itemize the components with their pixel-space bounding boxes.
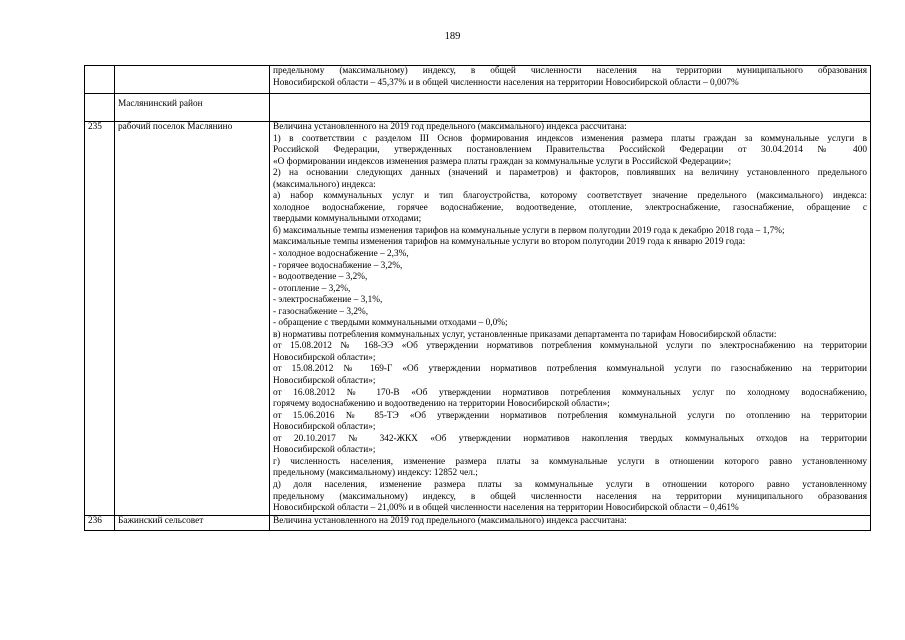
text-line: от 15.06.2016 № 85-ТЭ «Об утверждении нормативов потребления коммунальной услуги по отоплению на территории [273, 410, 867, 421]
row-number-cell: 236 [85, 515, 115, 530]
description-lines [273, 516, 867, 528]
text-line: 1) в соответствии с разделом III Основ формирования индексов изменения размера платы граждан за коммунальные услуги в [273, 133, 867, 144]
text-line: Новосибирской области»; [273, 422, 376, 433]
text-line: Новосибирской области – 45,37% и в общей численности населения на территории Новосибирской области – 0,007% [273, 77, 739, 88]
table-row-continuation [85, 66, 871, 94]
text-line: от 15.08.2012 № 169-Г «Об утверждении нормативов потребления коммунальной услуги по газоснабжению на территории [273, 364, 867, 375]
text-line: 2) на основании следующих данных (значений и параметров) и факторов, повлиявших на величину установленного предельного [273, 168, 867, 179]
description-cell [270, 66, 871, 94]
text-line: Величина установленного на 2019 год предельного (максимального) индекса рассчитана: [273, 122, 627, 132]
page-number: 189 [444, 31, 461, 42]
text-line: от 20.10.2017 № 342-ЖКХ «Об утверждении нормативов накопления твердых коммунальных отходов на территории [273, 433, 867, 444]
municipality-cell: рабочий поселок Маслянино [115, 122, 270, 516]
text-line: д) доля населения, изменение размера платы за коммунальные услуги в отношении которого равно установленному [273, 479, 867, 490]
text-line: - горячее водоснабжение – 3,2%, [273, 260, 403, 271]
text-line: Российской Федерации, утвержденных постановлением Правительства Российской Федерации от 30.04.2014 № 400 [273, 145, 867, 156]
description-lines [273, 122, 867, 515]
description-cell [270, 94, 871, 122]
text-line: горячему водоснабжению и водоотведению на территории Новосибирской области»; [273, 399, 610, 410]
table-row-district-header [85, 94, 871, 122]
row-number-cell [85, 66, 115, 94]
text-line: «О формировании индексов изменения размера платы граждан за коммунальные услуги в Российской Федерации»; [273, 156, 732, 167]
text-line: - газоснабжение – 3,2%, [273, 306, 369, 317]
text-line: предельному (максимальному) индексу, в общей численности населения на территории муниципального образования [273, 66, 867, 76]
municipality-cell: Бажинский сельсовет [115, 515, 270, 530]
municipality-cell [115, 66, 270, 94]
text-line: от 15.08.2012 № 168-ЭЭ «Об утверждении нормативов потребления коммунальной услуги по электроснабжению на территории [273, 341, 867, 352]
row-number-cell [85, 94, 115, 122]
text-line: от 16.08.2012 № 170-В «Об утверждении нормативов потребления коммунальных услуг по холодному водоснабжению, [273, 387, 867, 398]
row-number-cell: 235 [85, 122, 115, 516]
text-line: холодное водоснабжение, горячее водоснабжение, водоотведение, отопление, электроснабжение, газоснабжение, обращение с [273, 202, 867, 213]
table-row-235 [85, 122, 871, 516]
text-line: (максимального) индекса: [273, 179, 376, 190]
text-line: предельному (максимальному) индексу, в общей численности населения на территории муниципального образования [273, 491, 867, 502]
description-cell [270, 122, 871, 516]
text-line: - обращение с твердыми коммунальными отходами – 0,0%; [273, 318, 508, 329]
description-lines [273, 66, 867, 89]
text-line: в) нормативы потребления коммунальных услуг, установленные приказами департамента по тарифам Новосибирской области: [273, 329, 777, 340]
text-line: твердыми коммунальными отходами; [273, 214, 422, 225]
text-line: Новосибирской области»; [273, 352, 376, 363]
text-line: предельному (максимальному) индексу: 12852 чел.; [273, 468, 478, 479]
text-line: а) набор коммунальных услуг и тип благоустройства, которому соответствует значение предельного (максимального) индекса: [273, 191, 867, 202]
text-line: Новосибирской области»; [273, 376, 376, 387]
text-line: максимальные темпы изменения тарифов на коммунальные услуги во втором полугодии 2019 года к январю 2019 года: [273, 237, 746, 248]
tariff-index-table [84, 65, 871, 531]
text-line: г) численность населения, изменение размера платы за коммунальные услуги в отношении которого равно установленному [273, 456, 867, 467]
text-line: Величина установленного на 2019 год предельного (максимального) индекса рассчитана: [273, 515, 627, 526]
text-line: - водоотведение – 3,2%, [273, 272, 368, 283]
district-name-cell: Маслянинский район [115, 94, 270, 122]
text-line: Новосибирской области – 21,00% и в общей численности населения на территории Новосибирской области – 0,461% [273, 503, 739, 514]
description-cell [270, 515, 871, 530]
table-row-236 [85, 515, 871, 530]
text-line: - отопление – 3,2%, [273, 283, 351, 294]
text-line: Новосибирской области»; [273, 445, 376, 456]
text-line: - холодное водоснабжение – 2,3%, [273, 249, 409, 260]
text-line: - электроснабжение – 3,1%, [273, 295, 383, 306]
text-line: б) максимальные темпы изменения тарифов на коммунальные услуги в первом полугодии 2019 года к декабрю 2018 года – 1,7%; [273, 225, 785, 236]
